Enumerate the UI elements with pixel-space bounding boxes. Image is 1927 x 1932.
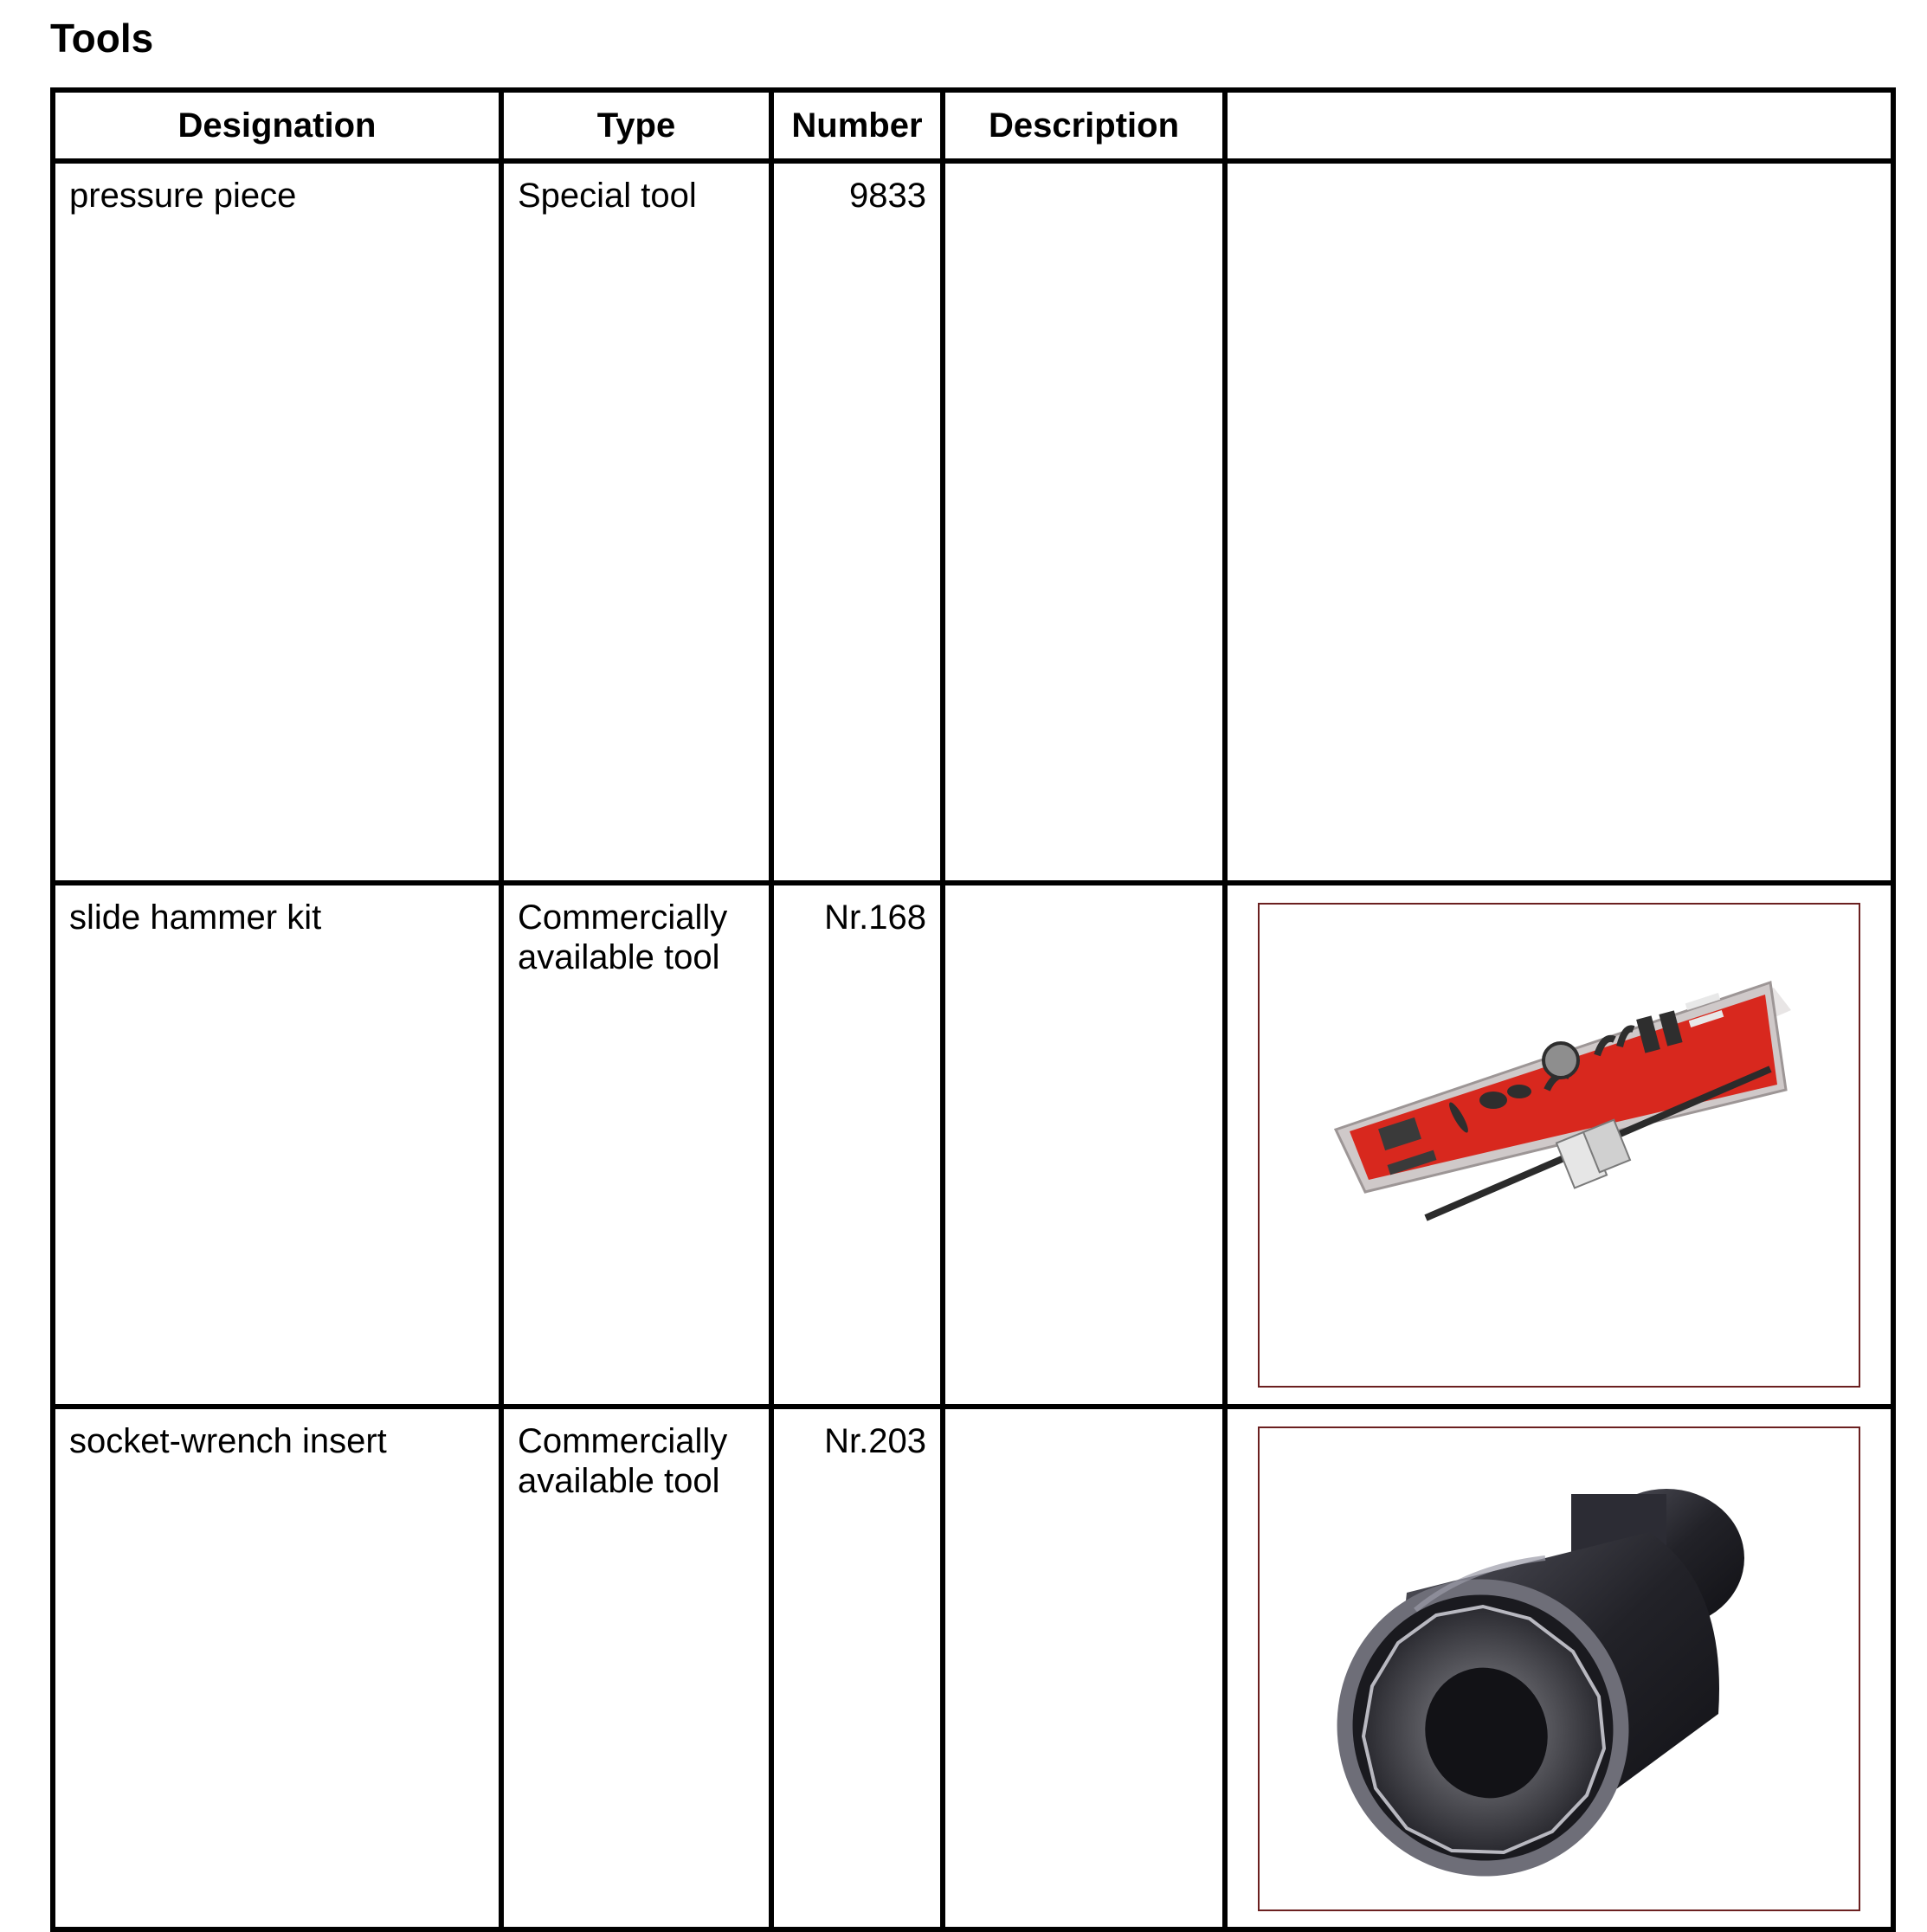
- header-number: Number: [771, 90, 943, 161]
- header-image: [1225, 90, 1893, 161]
- cell-image: [1225, 1407, 1893, 1929]
- tools-table: [50, 87, 1896, 1932]
- cell-type: Commercially available tool: [501, 883, 771, 1407]
- socket-wrench-insert-photo: [1258, 1426, 1860, 1911]
- cell-description: [943, 1407, 1225, 1929]
- cell-designation: socket-wrench insert: [53, 1407, 501, 1929]
- cell-type: Commercially available tool: [501, 1407, 771, 1929]
- cell-number: Nr.203: [771, 1407, 943, 1929]
- header-designation: Designation: [53, 90, 501, 161]
- cell-type: Special tool: [501, 161, 771, 883]
- table-row: [53, 883, 1893, 1407]
- cell-image: [1225, 883, 1893, 1407]
- page-title: Tools: [50, 16, 154, 61]
- cell-image-empty: [1225, 161, 1893, 883]
- header-type: Type: [501, 90, 771, 161]
- slide-hammer-kit-photo: [1258, 903, 1860, 1388]
- slide-hammer-kit-illustration: [1260, 905, 1859, 1386]
- cell-designation: pressure piece: [53, 161, 501, 883]
- cell-designation: slide hammer kit: [53, 883, 501, 1407]
- cell-number: 9833: [771, 161, 943, 883]
- table-row: [53, 161, 1893, 883]
- table-row: [53, 1407, 1893, 1929]
- cell-description: [943, 161, 1225, 883]
- header-description: Description: [943, 90, 1225, 161]
- cell-description: [943, 883, 1225, 1407]
- cell-number: Nr.168: [771, 883, 943, 1407]
- table-header-row: [53, 90, 1893, 161]
- socket-wrench-insert-illustration: [1260, 1428, 1859, 1909]
